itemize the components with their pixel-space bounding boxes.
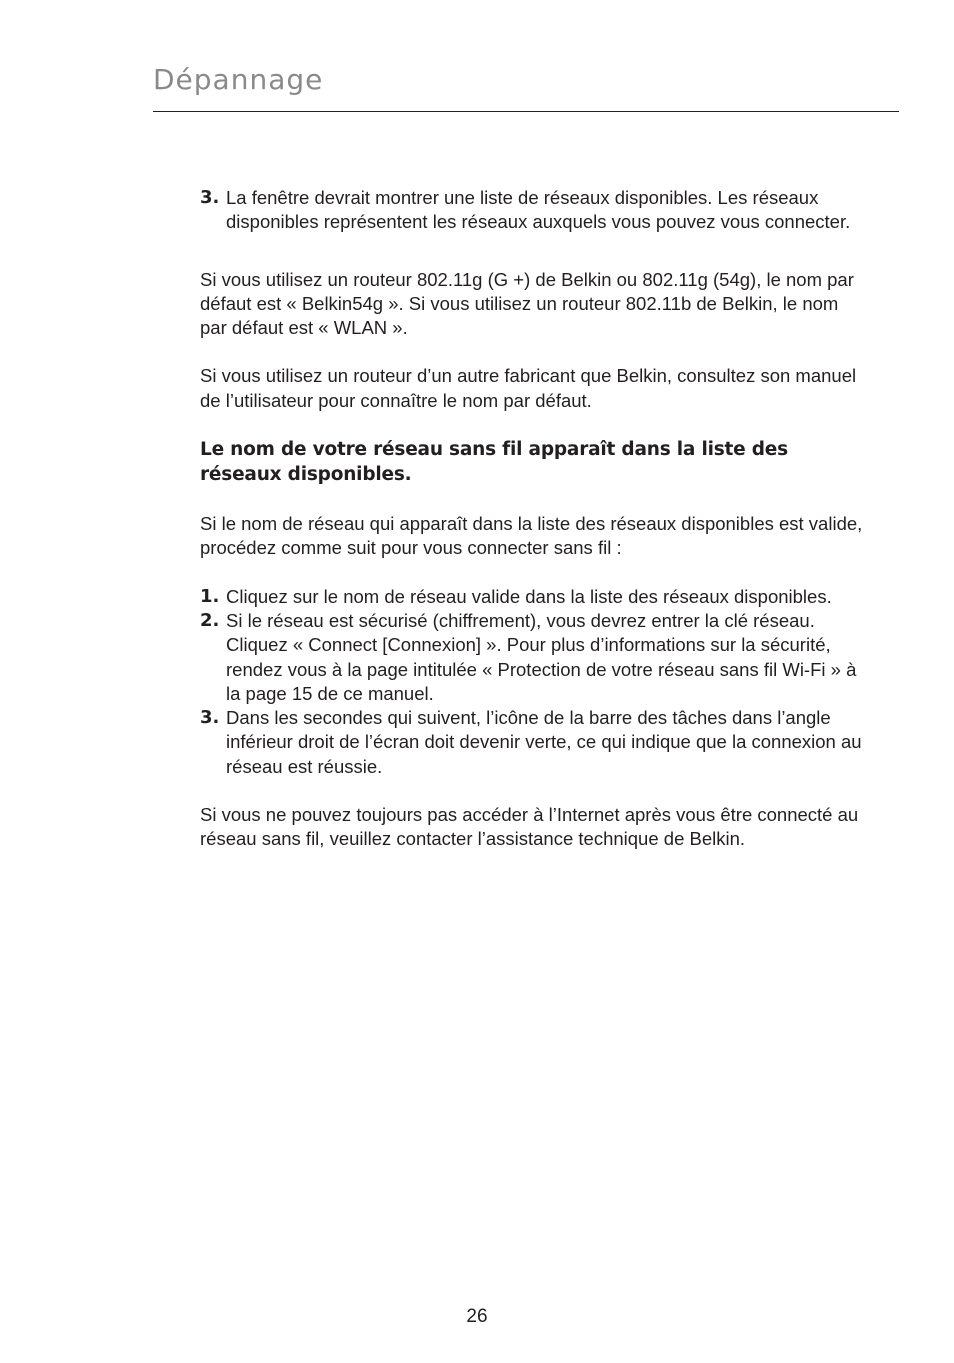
step-text: Cliquez sur le nom de réseau valide dans la liste des réseaux disponibles. — [226, 585, 832, 607]
step-number: 1. — [200, 585, 220, 607]
list-item — [200, 609, 868, 706]
list-item — [200, 585, 868, 609]
page-number: 26 — [466, 1306, 488, 1327]
step-number: 3. — [200, 187, 220, 208]
step-text: La fenêtre devrait montrer une liste de réseaux disponibles. Les réseaux disponibles représentent les réseaux auxquels vous pouvez vous connecter. — [226, 187, 851, 233]
header-divider — [153, 111, 899, 112]
closing-paragraph: Si vous ne pouvez toujours pas accéder à l’Internet après vous être connecté au réseau sans fil, veuillez contacter l’assistance technique de Belkin. — [200, 804, 859, 850]
connection-step-list — [200, 585, 868, 779]
list-item — [200, 706, 868, 779]
step-number: 3. — [200, 707, 220, 729]
page-content — [200, 186, 868, 852]
intro-step-list — [200, 186, 868, 235]
section-heading: Le nom de votre réseau sans fil apparaît dans la liste des réseaux disponibles. — [200, 439, 788, 486]
list-item — [200, 186, 868, 235]
page-header-title: Dépannage — [153, 63, 324, 96]
step-text: Si le réseau est sécurisé (chiffrement), vous devrez entrer la clé réseau. Cliquez « Connect [Connexion] ». Pour plus d’informations sur la sécurité, rendez vous à la page intitulée « Protection de votre réseau sans fil Wi-Fi » à la page 15 de ce manuel. — [226, 609, 857, 704]
other-manufacturer-paragraph: Si vous utilisez un routeur d’un autre fabricant que Belkin, consultez son manuel de l’utilisateur pour connaître le nom par défaut. — [200, 365, 857, 411]
valid-name-intro-paragraph: Si le nom de réseau qui apparaît dans la liste des réseaux disponibles est valide, procédez comme suit pour vous connecter sans fil : — [200, 513, 863, 559]
default-names-paragraph: Si vous utilisez un routeur 802.11g (G +) de Belkin ou 802.11g (54g), le nom par défaut est « Belkin54g ». Si vous utilisez un routeur 802.11b de Belkin, le nom par défaut est « WLAN ». — [200, 268, 854, 339]
step-number: 2. — [200, 609, 220, 631]
step-text: Dans les secondes qui suivent, l’icône de la barre des tâches dans l’angle inférieur droit de l’écran doit devenir verte, ce qui indique que la connexion au réseau est réussie. — [226, 707, 862, 777]
